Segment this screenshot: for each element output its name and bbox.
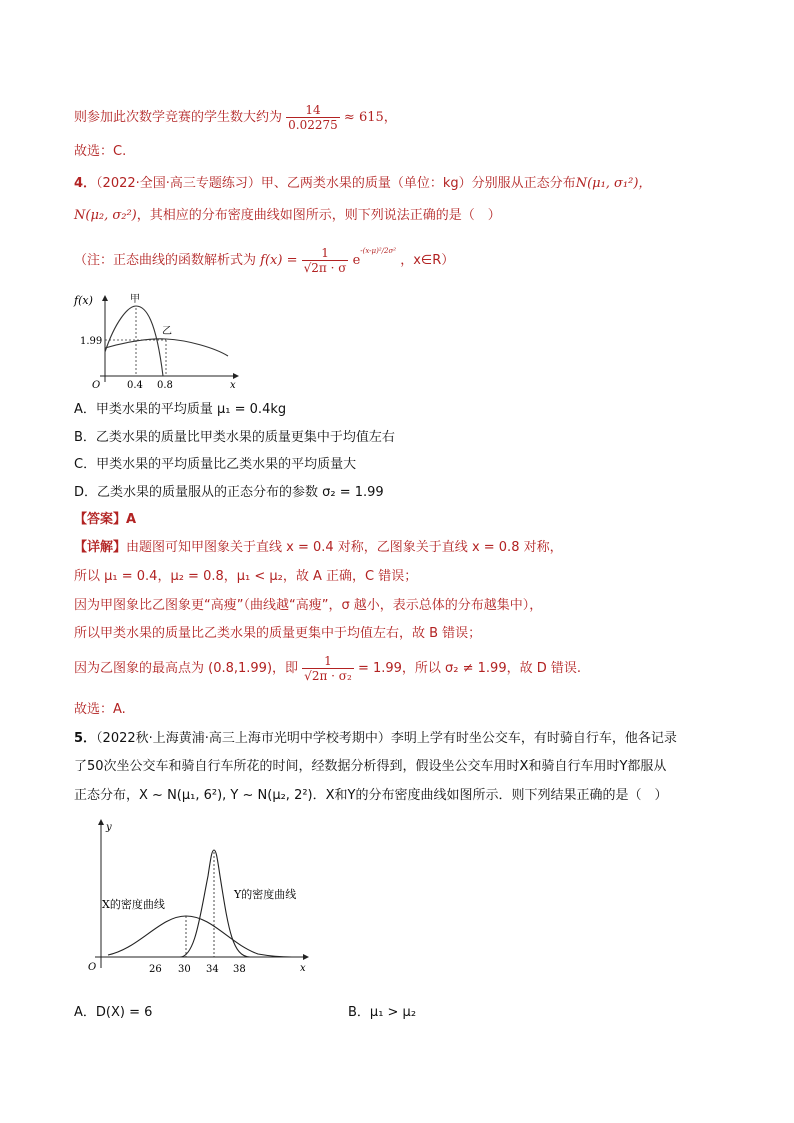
q4-note-suffix: ，x∈R） [400, 253, 455, 268]
q4-detail-fraction [302, 654, 354, 683]
q4-note-prefix: （注：正态曲线的函数解析式为 [74, 253, 257, 268]
q4-stem-text1: 甲、乙两类水果的质量（单位：kg）分别服从正态分布 [260, 176, 576, 191]
q4-xtick-1: 0.8 [157, 380, 173, 391]
q4-detail-last-suffix: = 1.99，所以 σ₂ ≠ 1.99，故 D 错误. [357, 661, 582, 676]
q5-origin: O [88, 962, 97, 973]
q4-label-jia: 甲 [130, 294, 140, 305]
q5-curve-y [180, 850, 250, 957]
q4-note-exponent: -(x-μ)²/2σ² [360, 246, 397, 255]
q4-ylabel: f(x) [74, 294, 93, 307]
q5-source: （2022秋·上海黄浦·高三上海市光明中学校考期中） [96, 731, 391, 746]
prev-fraction [286, 103, 340, 132]
q4-source: （2022·全国·高三专题练习） [96, 176, 261, 191]
q5-number: 5． [74, 731, 97, 746]
q4-stem-line2 [74, 206, 501, 226]
q5-xtick-38: 38 [233, 964, 246, 975]
q4-stem-text2: ，其相应的分布密度曲线如图所示，则下列说法正确的是（ ） [136, 208, 501, 223]
q4-final: 故选：A. [74, 702, 126, 717]
q5-xtick-26: 26 [149, 964, 162, 975]
q4-detail-line5 [74, 654, 581, 683]
q4-detail-line1 [74, 538, 563, 558]
q5-option-a: A．D(X) = 6 [74, 1005, 153, 1020]
q4-option-c: C．甲类水果的平均质量比乙类水果的平均质量大 [74, 457, 357, 472]
q4-detail-line4: 所以甲类水果的质量比乙类水果的质量更集中于均值左右，故 B 错误； [74, 626, 482, 641]
q4-detail-line2: 所以 μ₁ = 0.4，μ₂ = 0.8，μ₁ < μ₂，故 A 正确，C 错误； [74, 569, 418, 584]
q4-detail-frac-den: √2π · σ₂ [304, 669, 352, 683]
q4-note [74, 246, 454, 275]
q5-y-curve-label: Y的密度曲线 [234, 888, 297, 901]
prev-answer: 故选：C. [74, 144, 127, 159]
q5-xtick-30: 30 [178, 964, 191, 975]
q4-note-f: f(x) = [260, 253, 298, 268]
q4-graph [70, 292, 250, 392]
q4-option-d: D．乙类水果的质量服从的正态分布的参数 σ₂ = 1.99 [74, 485, 384, 500]
q4-dist2: N(μ₂, σ₂²) [74, 208, 137, 223]
q4-detail-frac-num: 1 [302, 654, 354, 669]
q4-note-e: e [352, 253, 361, 268]
q4-detail-label: 【详解】 [74, 540, 127, 555]
q4-note-den: √2π · σ [303, 261, 347, 275]
q4-xlabel: x [230, 380, 236, 391]
q5-line2: 了50次坐公交车和骑自行车所花的时间，经数据分析得到，假设坐公交车用时X和骑自行车用时Y都服从 [74, 759, 667, 774]
prev-conclusion [74, 103, 397, 132]
q4-note-num: 1 [302, 246, 349, 261]
q4-dist1: N(μ₁, σ₁²)， [575, 176, 652, 191]
q5-xlabel: x [300, 963, 306, 974]
q5-x-curve-label: X的密度曲线 [102, 898, 165, 911]
q4-curve-yi [105, 339, 228, 356]
q5-xtick-34: 34 [206, 964, 219, 975]
q4-xtick-0: 0.4 [127, 380, 143, 391]
q4-option-b: B．乙类水果的质量比甲类水果的质量更集中于均值左右 [74, 430, 395, 445]
q5-ylabel: y [106, 822, 112, 833]
q4-origin: O [92, 380, 101, 391]
prev-frac-numerator: 14 [286, 103, 340, 118]
q4-label-yi: 乙 [162, 326, 172, 337]
q5-curve-x [108, 916, 292, 957]
q4-ytick: 1.99 [80, 336, 103, 347]
prev-conclusion-text: 则参加此次数学竞赛的学生数大约为 [74, 110, 283, 125]
q4-answer: 【答案】A [74, 512, 137, 527]
q4-note-fraction [302, 246, 349, 275]
q4-detail-line3: 因为甲图象比乙图象更“高瘦”（曲线越“高瘦”，σ 越小，表示总体的分布越集中）， [74, 598, 543, 613]
q4-number: 4． [74, 176, 97, 191]
prev-frac-denominator: 0.02275 [288, 118, 338, 132]
q4-stem-line1 [74, 174, 651, 194]
q4-detail-last-prefix: 因为乙图象的最高点为 (0.8,1.99)，即 [74, 661, 299, 676]
prev-approx: ≈ 615， [343, 110, 397, 125]
q4-option-a: A．甲类水果的平均质量 μ₁ = 0.4kg [74, 402, 287, 417]
q5-option-b: B．μ₁ > μ₂ [348, 1005, 417, 1020]
q5-line1 [74, 729, 677, 749]
q5-line3: 正态分布，X ~ N(μ₁, 6²), Y ~ N(μ₂, 2²)．X和Y的分布密度曲线如图所示．则下列结果正确的是（ ） [74, 788, 668, 803]
q5-graph [80, 816, 320, 978]
q5-text1: 李明上学有时坐公交车，有时骑自行车，他各记录 [390, 731, 677, 746]
q4-detail-text1: 由题图可知甲图象关于直线 x = 0.4 对称，乙图象关于直线 x = 0.8 对称， [126, 540, 563, 555]
